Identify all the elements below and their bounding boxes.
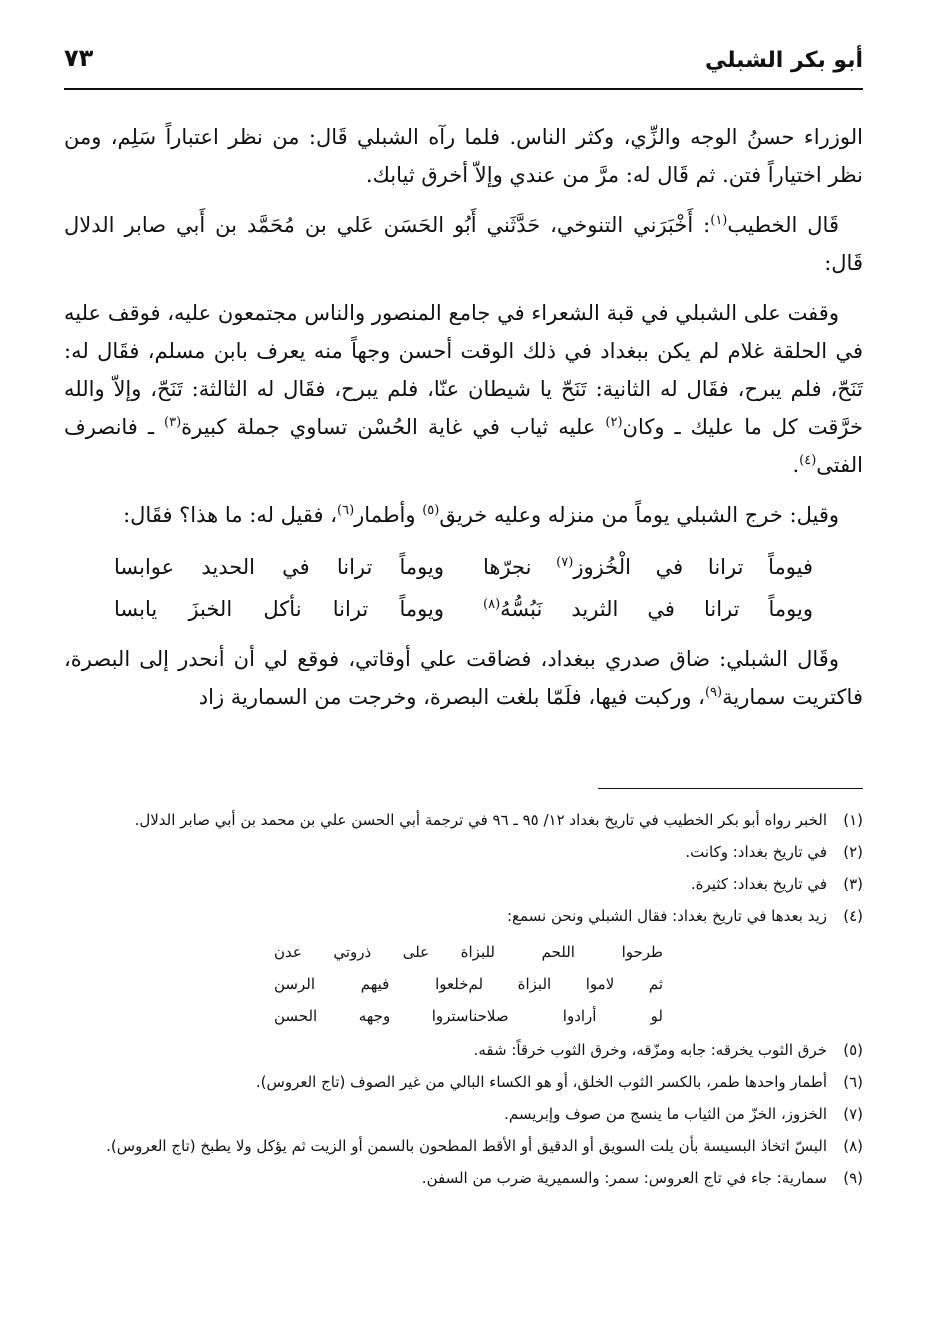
footnote-6: [64, 1070, 863, 1094]
paragraph-3-text-a: وقفت على الشبلي في قبة الشعراء في جامع المنصور والناس مجتمعون عليه، فوقف عليه في الحلقة غلام لم يكن ببغداد في ذلك الوقت أحسن وجهاً منه يعرف بابن مسلم، فقَال له: تَنَحّ، فلم يبرح، فقَال له الثانية: تَنَحّ يا شيطان عنّا، فلم يبرح، فقَال له الثالثة: تَنَحّ، وإلاّ والله خرَّقت كل ما عليك ـ وكان: [64, 301, 863, 439]
paragraph-4: [64, 496, 863, 534]
footnote-poem-hemistich: خلعوا فيهم الرسن: [274, 975, 469, 993]
footnote-2: [64, 840, 863, 864]
footnote-4-poem: [64, 936, 863, 1032]
poem-verse-2-second-hemistich: ويوماً ترانا نأكل الخبزَ يابسا: [114, 597, 444, 621]
footnote-ref-2[interactable]: (٢): [605, 415, 623, 430]
footnote-text: زيد بعدها في تاريخ بغداد: فقال الشبلي ونحن نسمع:: [506, 907, 827, 925]
footnote-separator: [598, 788, 863, 789]
paragraph-3: [64, 294, 863, 484]
poem-verse-2: [64, 588, 863, 630]
hemistich-text: فيوماً ترانا في الْخُزوز: [573, 555, 814, 579]
footnote-number: (٧): [843, 1105, 863, 1123]
footnote-ref-9[interactable]: (٩): [704, 685, 723, 700]
footnote-poem-hemistich: طرحوا اللحم للبزا: [468, 943, 663, 961]
footnote-7: [64, 1102, 863, 1126]
footnote-number: (١): [843, 811, 863, 829]
paragraph-3-text-c: ـ فانصرف الفتى: [64, 415, 863, 477]
poem-verse-1-second-hemistich: ويوماً ترانا في الحديد عوابسا: [114, 555, 444, 579]
paragraph-3-text-b: عليه ثياب في غاية الحُسْن تساوي جملة كبيرة: [181, 415, 606, 439]
footnote-ref-6[interactable]: (٦): [337, 503, 355, 518]
hemistich-text: نجرّها: [483, 555, 557, 579]
footnote-text: أطمار واحدها طمر، بالكسر الثوب الخلق، أو هو الكساء البالي من غير الصوف (تاج العروس).: [255, 1073, 827, 1091]
footnote-text: في تاريخ بغداد: وكانت.: [685, 843, 827, 861]
footnote-poem-verse-1: [64, 936, 863, 968]
poem-verse-2-first-hemistich: [483, 588, 813, 630]
footnote-3: [64, 872, 863, 896]
footnote-poem-hemistich: لو أرادوا صلاحنا: [468, 1007, 663, 1025]
footnote-poem-hemistich: ثم لاموا البزاة لم: [468, 975, 663, 993]
footnote-ref-4[interactable]: (٤): [799, 453, 817, 468]
poem-verse-1: [64, 546, 863, 588]
footnote-9: [64, 1166, 863, 1190]
footnote-ref-1[interactable]: (١): [710, 213, 728, 228]
paragraph-5: [64, 640, 863, 716]
footnote-number: (٥): [843, 1041, 863, 1059]
footnote-number: (٩): [843, 1169, 863, 1187]
paragraph-4-text-a: وقيل: خرج الشبلي يوماً من منزله وعليه خريق: [439, 503, 839, 527]
main-text: [64, 118, 863, 728]
footnote-ref-8[interactable]: (٨): [483, 597, 501, 612]
footnote-4: [64, 904, 863, 928]
footnote-8: [64, 1134, 863, 1158]
footnote-ref-5[interactable]: (٥): [422, 503, 440, 518]
paragraph-1-text: الوزراء حسنُ الوجه والزِّي، وكثر الناس. فلما رآه الشبلي قَال: من نظر اعتباراً سَلِم، ومن نظر اختياراً فتن. ثم قَال له: مرَّ من عندي وإلاّ أخرق ثيابك.: [64, 125, 863, 187]
footnote-poem-verse-2: [64, 968, 863, 1000]
paragraph-5-text-b: ، وركبت فيها، فلَمّا بلغت البصرة، وخرجت من السمارية زاد: [198, 685, 705, 709]
page-header: [64, 40, 863, 90]
paragraph-2: [64, 206, 863, 282]
footnote-text: الخزوز، الخزّ من الثياب ما ينسج من صوف وإبريسم.: [504, 1105, 827, 1123]
footnote-5: [64, 1038, 863, 1062]
paragraph-5-text-a: وقَال الشبلي: ضاق صدري ببغداد، فضاقت علي أوقاتي، فوقع لي أن أنحدر إلى البصرة، فاكتريت سمارية: [64, 647, 863, 709]
paragraph-2-text-b: : أَخْبَرَني التنوخي، حَدَّثَني أَبُو الحَسَن عَلي بن مُحَمَّد بن أَبي صابر الدلال قَال:: [64, 213, 863, 275]
footnote-ref-7[interactable]: (٧): [556, 555, 574, 570]
footnote-text: الخبر رواه أبو بكر الخطيب في تاريخ بغداد ١٢/ ٩٥ ـ ٩٦ في ترجمة أبي الحسن علي بن محمد بن أبي صابر الدلال.: [134, 811, 827, 829]
paragraph-4-text-c: ، فقيل له: ما هذا؟ فقَال:: [123, 503, 338, 527]
footnote-poem-verse-3: [64, 1000, 863, 1032]
footnote-number: (٢): [843, 843, 863, 861]
paragraph-4-text-b: وأطمار: [354, 503, 423, 527]
paragraph-2-text-a: قَال الخطيب: [727, 213, 839, 237]
footnote-ref-3[interactable]: (٣): [164, 415, 182, 430]
footnote-number: (٨): [843, 1137, 863, 1155]
footnote-number: (٦): [843, 1073, 863, 1091]
footnote-text: خرق الثوب يخرقه: جابه ومزّقه، وخرق الثوب خرقاً: شقه.: [473, 1041, 827, 1059]
footnote-1: [64, 808, 863, 832]
footnote-poem-hemistich: ة على ذروتي عدن: [274, 943, 469, 961]
page-number: ٧٣: [64, 44, 94, 72]
footnote-text: البسّ اتخاذ البسيسة بأن يلت السويق أو الدقيق أو الأقط المطحون بالسمن أو الزيت ثم يؤكل ولا يطبخ (تاج العروس).: [106, 1137, 827, 1155]
poem-verse-1-first-hemistich: [483, 546, 813, 588]
footnote-number: (٣): [843, 875, 863, 893]
footnote-text: سمارية: جاء في تاج العروس: سمر: والسميرية ضرب من السفن.: [421, 1169, 827, 1187]
running-title: أبو بكر الشبلي: [704, 48, 863, 73]
paragraph-1: [64, 118, 863, 194]
poem: [64, 546, 863, 630]
footnote-number: (٤): [843, 907, 863, 925]
paragraph-3-text-d: .: [792, 453, 800, 477]
hemistich-text: ويوماً ترانا في الثريد نَبُسُّهُ: [500, 597, 813, 621]
footnote-poem-hemistich: ستروا وجهه الحسن: [274, 1007, 469, 1025]
footnotes: [64, 808, 863, 1198]
footnote-text: في تاريخ بغداد: كثيرة.: [690, 875, 827, 893]
